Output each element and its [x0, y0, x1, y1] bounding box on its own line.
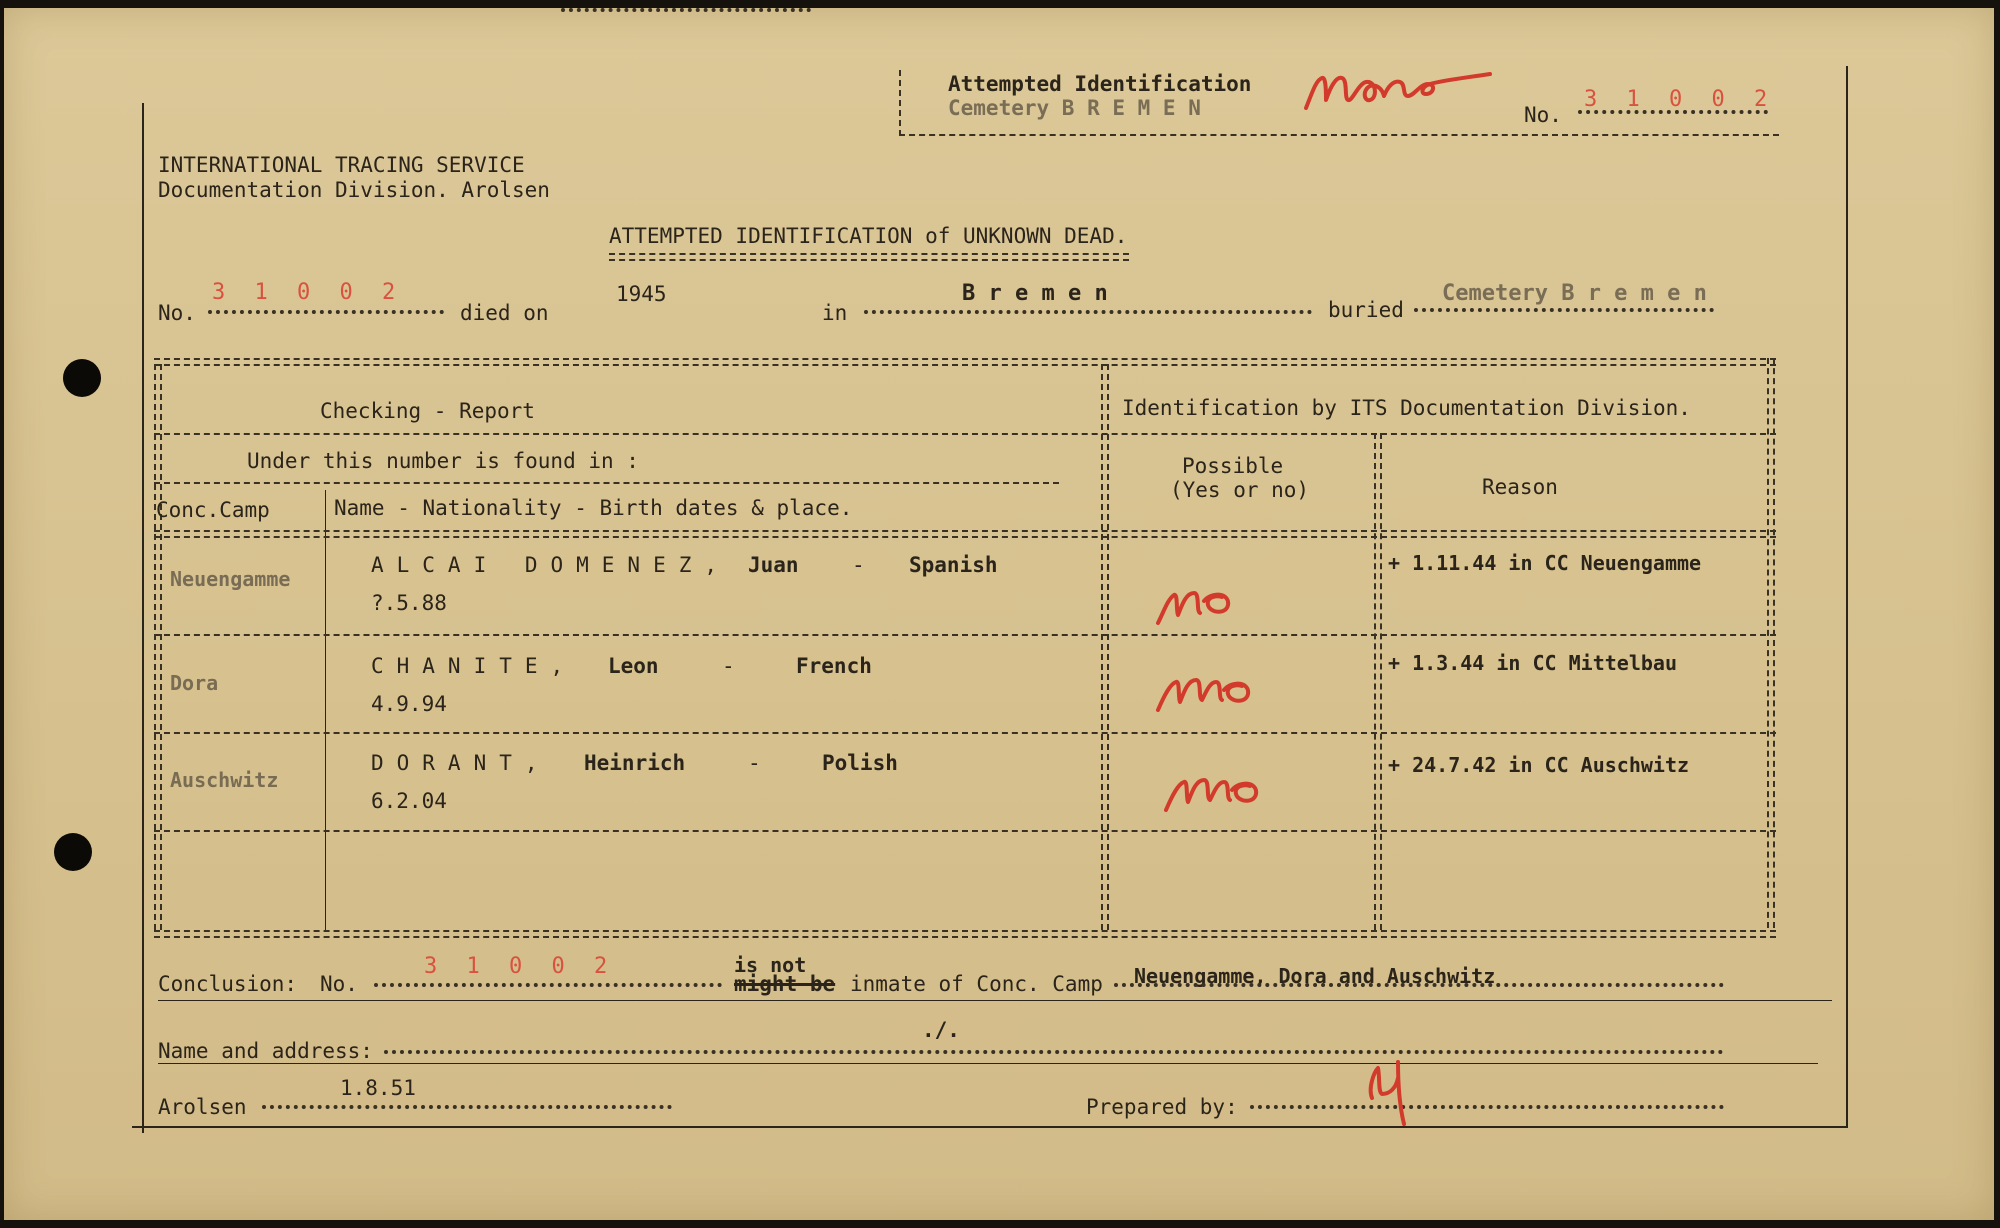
prepared-by-label: Prepared by: [1086, 1095, 1238, 1119]
row-camp: Dora [170, 671, 219, 695]
found-in-subheader: Under this number is found in : [247, 449, 639, 473]
conclusion-struck-text: might be [734, 972, 836, 996]
prepared-by-dots [1250, 1105, 1724, 1109]
conclusion-no-value: 3 1 0 0 2 [424, 954, 616, 979]
conclusion-label: Conclusion: [158, 972, 298, 996]
stamp-line-2: Cemetery B R E M E N [948, 96, 1201, 120]
row-nationality: French [796, 654, 872, 678]
name-address-value: ./. [922, 1018, 960, 1042]
died-value: 1945 [616, 282, 667, 306]
died-dots [561, 8, 811, 12]
header-no-value: 3 1 0 0 2 [1584, 87, 1776, 112]
table-bottom-border [154, 930, 1776, 938]
conclusion-rule [158, 1000, 1832, 1001]
row-reason: + 1.3.44 in CC Mittelbau [1388, 651, 1677, 675]
row-camp: Neuengamme [170, 567, 291, 591]
row-line-2 [154, 732, 1776, 734]
row-birth: 4.9.94 [371, 692, 447, 716]
footer-date: 1.8.51 [340, 1076, 416, 1100]
handwritten-no [1164, 764, 1264, 814]
conclusion-is-not: is not [734, 953, 807, 977]
row-birth: ?.5.88 [371, 591, 447, 615]
row-firstname: Heinrich [584, 751, 686, 775]
record-no-label: No. [158, 301, 196, 325]
col-possible-header-2: (Yes or no) [1170, 478, 1310, 502]
row-birth: 6.2.04 [371, 789, 447, 813]
punch-hole [54, 833, 92, 871]
name-address-label: Name and address: [158, 1039, 373, 1063]
buried-dots [1414, 308, 1714, 312]
row-surname: CHANITE, [371, 654, 577, 678]
row-dash: - [722, 654, 735, 678]
row-reason: + 1.11.44 in CC Neuengamme [1388, 551, 1702, 575]
frame-left-line [142, 103, 144, 1133]
col-reason-header: Reason [1482, 475, 1558, 499]
handwritten-initials [1364, 1058, 1424, 1128]
subheader-line [154, 482, 1059, 484]
handwritten-none [1304, 58, 1494, 118]
row-dash: - [852, 553, 865, 577]
identification-header: Identification by ITS Documentation Division. [1122, 396, 1691, 420]
org-line-1: INTERNATIONAL TRACING SERVICE [158, 153, 525, 177]
record-no-value: 3 1 0 0 2 [212, 280, 404, 305]
column-header-line [154, 530, 1776, 538]
table-divider-reason [1374, 433, 1382, 930]
in-value: B r e m e n [962, 281, 1108, 306]
title-underline [609, 253, 1129, 261]
row-dash: - [748, 751, 761, 775]
header-no-dots [1578, 110, 1768, 114]
row-firstname: Juan [748, 553, 799, 577]
table-top-border [154, 358, 1776, 366]
handwritten-no [1156, 664, 1256, 714]
conclusion-camps-dots [1114, 983, 1724, 987]
buried-label: buried [1328, 298, 1404, 322]
table-header-line [154, 433, 1776, 435]
punch-hole [63, 359, 101, 397]
frame-bottom-line [132, 1126, 1848, 1128]
footer-date-dots [262, 1105, 672, 1109]
row-reason: + 24.7.42 in CC Auschwitz [1388, 753, 1690, 777]
died-label: died on [460, 301, 549, 325]
frame-right-line [1846, 66, 1848, 1126]
row-surname: DORANT, [371, 751, 551, 775]
row-line-3 [154, 830, 1776, 832]
conclusion-no-dots [374, 983, 722, 987]
table-divider-camp [325, 490, 326, 930]
row-nationality: Polish [822, 751, 898, 775]
org-line-2: Documentation Division. Arolsen [158, 178, 550, 202]
stamp-line-1: Attempted Identification [948, 72, 1252, 96]
row-line-1 [154, 634, 1776, 636]
row-nationality: Spanish [909, 553, 998, 577]
stamp-underline [899, 134, 1779, 136]
conclusion-no-label: No. [320, 972, 358, 996]
in-label: in [822, 301, 848, 325]
table-left-border [154, 364, 162, 930]
col-possible-header-1: Possible [1182, 454, 1284, 478]
stamp-border [899, 70, 901, 136]
document-title: ATTEMPTED IDENTIFICATION of UNKNOWN DEAD. [609, 224, 1128, 248]
record-no-dots [208, 310, 444, 314]
conclusion-camps: Neuengamme, Dora and Auschwitz [1134, 964, 1496, 988]
header-no-label: No. [1524, 103, 1562, 127]
name-address-rule [158, 1063, 1818, 1064]
col-camp-header: Conc.Camp [156, 498, 270, 522]
table-right-border [1767, 358, 1775, 928]
checking-report-header: Checking - Report [320, 399, 535, 423]
row-surname: ALCAI DOMENEZ, [371, 553, 731, 577]
footer-place: Arolsen [158, 1095, 247, 1119]
col-name-header: Name - Nationality - Birth dates & place. [334, 496, 853, 520]
name-address-dots [384, 1050, 1724, 1054]
handwritten-no [1156, 571, 1246, 629]
row-camp: Auschwitz [170, 768, 279, 792]
buried-value: Cemetery B r e m e n [1442, 281, 1707, 306]
identification-card [4, 8, 1994, 1220]
row-firstname: Leon [608, 654, 659, 678]
conclusion-inmate-text: inmate of Conc. Camp [850, 972, 1103, 996]
table-divider-main [1101, 364, 1109, 930]
in-dots [864, 310, 1312, 314]
